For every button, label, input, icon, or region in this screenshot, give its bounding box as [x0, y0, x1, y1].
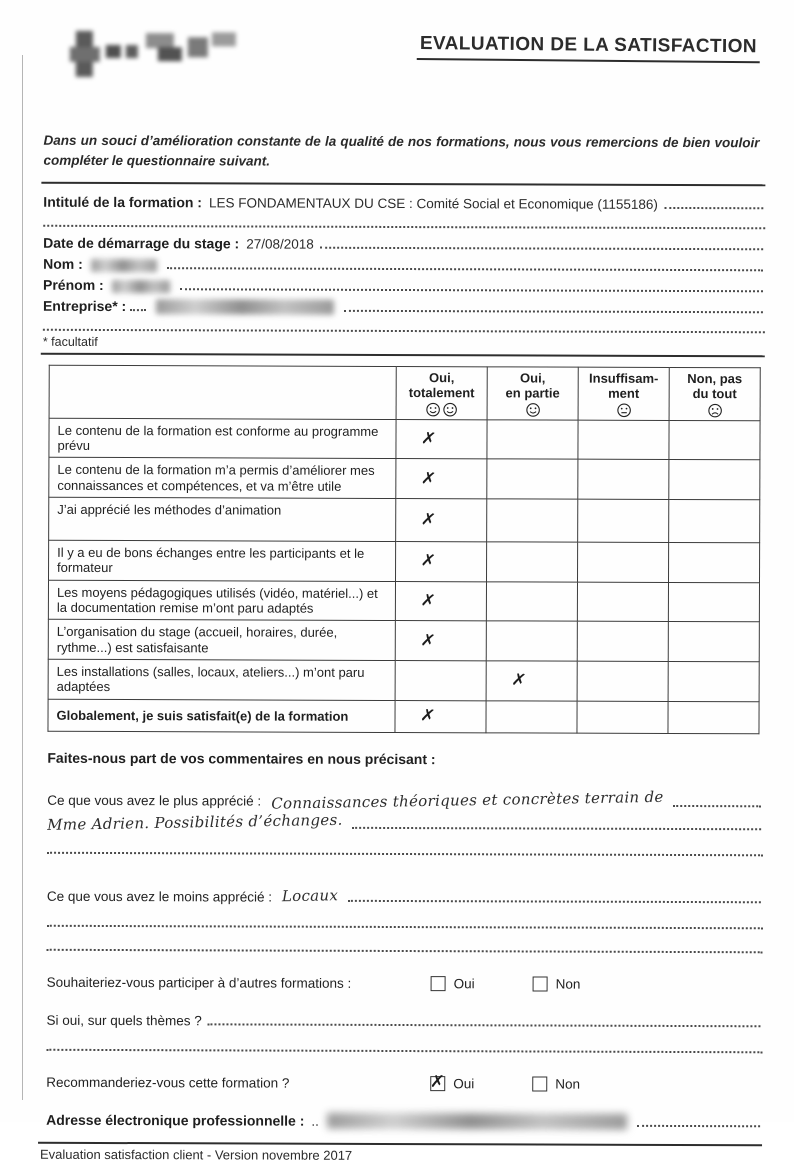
answer-cell — [487, 542, 578, 582]
themes-question-line — [46, 1008, 762, 1030]
email-line — [46, 1108, 762, 1130]
table-row — [48, 580, 759, 622]
dotted-line — [43, 211, 765, 230]
table-row — [49, 458, 760, 500]
participate-non-option — [533, 977, 581, 992]
checkbox-oui-checked — [429, 1071, 446, 1093]
question-text: Globalement, je suis satisfait(e) de la formation — [56, 707, 349, 724]
start-date-line — [43, 231, 765, 254]
company-label: Entreprise* : — [42, 297, 127, 315]
neutral-face-icon — [581, 402, 667, 417]
table-header-row — [49, 365, 760, 420]
participate-question-row — [47, 975, 763, 992]
name-label: Nom : — [43, 255, 83, 273]
answer-cell — [486, 621, 577, 661]
checkbox-non — [533, 977, 548, 992]
handwritten-x-mark: ✗ — [429, 1071, 446, 1093]
table-row — [48, 659, 759, 701]
question-text: Le contenu de la formation m’a permis d’améliorer mes connaissances et compétences, et va m’être utile — [57, 462, 375, 494]
handwritten-x-mark: ✗ — [419, 705, 437, 728]
answer-cell — [668, 543, 759, 583]
participate-oui-option — [431, 976, 475, 991]
handwritten-x-mark: ✗ — [419, 629, 437, 652]
handwritten-comment: Mme Adrien. Possibilités d’échanges. — [47, 810, 343, 834]
question-cell — [48, 659, 395, 700]
question-cell — [48, 699, 395, 733]
answer-cell — [487, 499, 578, 542]
answer-cell — [577, 542, 668, 582]
column-label: Oui, en partie — [505, 370, 560, 402]
dotted-leader — [320, 245, 763, 251]
frown-face-icon — [672, 403, 758, 418]
firstname-label: Prénom : — [43, 276, 104, 294]
question-cell — [48, 620, 395, 661]
answer-cell — [668, 622, 759, 662]
oui-label: Oui — [453, 1076, 475, 1092]
answer-cell — [577, 582, 668, 622]
answer-cell — [669, 460, 760, 500]
name-line — [43, 252, 765, 275]
answer-cell — [486, 661, 577, 701]
dotted-leader — [348, 898, 761, 903]
dotted-leader — [637, 1123, 760, 1127]
recommend-label: Recommanderiez-vous cette formation ? — [46, 1074, 290, 1091]
checkbox-non — [532, 1077, 547, 1092]
handwritten-x-mark: ✗ — [419, 550, 437, 573]
handwritten-comment: Connaissances théoriques et concrètes terrain de — [271, 787, 664, 813]
page-header — [42, 19, 766, 84]
answer-cell — [577, 622, 668, 662]
answer-cell — [395, 581, 486, 621]
redacted-email — [327, 1113, 627, 1130]
question-text: J’ai apprécié les méthodes d’animation — [57, 501, 282, 518]
email-label: Adresse électronique professionnelle : — [46, 1111, 305, 1129]
date-value: 27/08/2018 — [246, 236, 314, 252]
redacted-company — [156, 299, 334, 315]
dotted-leader — [673, 803, 761, 807]
answer-cell — [578, 420, 669, 460]
question-text: Les installations (salles, locaux, ateliers...) m’ont paru adaptées — [56, 663, 365, 695]
formation-label: Intitulé de la formation : — [43, 193, 203, 211]
dotted-leader — [180, 286, 763, 292]
answer-cell — [577, 701, 668, 734]
page-title: EVALUATION DE LA SATISFACTION — [417, 31, 760, 63]
answer-cell — [578, 499, 669, 542]
dotted-line — [47, 907, 763, 929]
dotted-leader — [664, 205, 763, 209]
question-cell — [49, 497, 396, 541]
column-header-oui-en-partie — [487, 367, 578, 420]
dotted-line — [43, 315, 765, 334]
intro-text: Dans un souci d’amélioration constante de la qualité de nos formations, nous vous remercions de bien vouloir compléter le questionnaire suivant. — [43, 132, 760, 169]
firstname-line — [43, 273, 765, 296]
formation-title-line — [43, 190, 765, 213]
email-prefix-dots: .. — [311, 1113, 319, 1129]
table-row — [48, 620, 759, 662]
answer-cell — [577, 661, 668, 701]
answer-cell — [668, 582, 759, 622]
checkbox-oui — [431, 976, 446, 991]
redacted-firstname — [112, 280, 170, 293]
column-header-non-pas-du-tout — [669, 368, 760, 421]
redacted-name — [91, 259, 157, 272]
answer-cell — [668, 701, 759, 734]
answer-cell — [669, 500, 760, 543]
company-logo — [42, 19, 242, 76]
recommend-non-option — [532, 1077, 580, 1092]
answer-cell — [395, 661, 486, 701]
dotted-leader — [167, 265, 763, 271]
handwritten-x-mark: ✗ — [419, 467, 438, 490]
handwritten-x-mark: ✗ — [419, 590, 437, 613]
dotted-leader — [208, 1021, 761, 1027]
handwritten-x-mark: ✗ — [419, 428, 438, 451]
question-cell — [49, 540, 396, 581]
most-appreciated-label: Ce que vous avez le plus apprécié : — [47, 792, 262, 809]
question-cell — [48, 580, 395, 621]
non-label: Non — [555, 1076, 581, 1092]
oui-label: Oui — [453, 976, 475, 992]
most-appreciated-line-2 — [47, 811, 763, 833]
table-row — [49, 418, 760, 460]
least-appreciated-line — [47, 884, 763, 906]
answer-cell — [396, 499, 487, 542]
answer-cell — [487, 459, 578, 499]
training-info-section — [41, 182, 766, 358]
answer-cell — [668, 662, 759, 702]
optional-note: * facultatif — [42, 334, 98, 350]
table-row-global — [48, 699, 759, 734]
question-cell — [49, 458, 396, 499]
answer-cell — [486, 701, 577, 734]
column-label: Non, pas du tout — [687, 371, 743, 402]
answer-cell — [395, 700, 486, 733]
least-appreciated-label: Ce que vous avez le moins apprécié : — [46, 888, 273, 905]
dotted-leader — [353, 825, 762, 830]
smiley-icon — [490, 402, 576, 417]
answer-cell — [487, 420, 578, 460]
answer-cell — [578, 460, 669, 500]
answer-cell — [669, 420, 760, 460]
recommend-question-row — [46, 1071, 762, 1093]
question-text: Il y a eu de bons échanges entre les participants et le formateur — [57, 544, 365, 576]
evaluation-table — [47, 365, 760, 734]
question-text: L’organisation du stage (accueil, horaires, durée, rythme...) est satisfaisante — [56, 624, 338, 656]
handwritten-x-mark: ✗ — [510, 669, 528, 692]
column-header-insuffisamment — [578, 367, 669, 420]
participate-label: Souhaiteriez-vous participer à d’autres formations : — [46, 974, 352, 991]
formation-value: LES FONDAMENTAUX DU CSE : Comité Social et Economique (1155186) — [208, 195, 658, 213]
column-label: Oui, totalement — [408, 370, 475, 401]
recommend-oui-option — [429, 1071, 475, 1093]
question-text: Les moyens pédagogiques utilisés (vidéo, matériel...) et la documentation remise m’ont paru adaptés — [56, 584, 378, 616]
themes-label: Si oui, sur quels thèmes ? — [46, 1012, 202, 1029]
question-cell — [49, 418, 396, 459]
dotted-leader — [344, 308, 763, 313]
footer-version: Evaluation satisfaction client - Version novembre 2017 — [38, 1142, 762, 1164]
table-row — [49, 497, 760, 542]
dotted-line — [47, 834, 763, 856]
question-text: Le contenu de la formation est conforme au programme prévu — [57, 422, 379, 454]
column-header-oui-totalement — [396, 367, 487, 420]
most-appreciated-line — [47, 787, 763, 813]
answer-cell — [396, 419, 487, 459]
handwritten-comment: Locaux — [281, 886, 339, 906]
answer-cell — [396, 542, 487, 582]
company-line — [43, 294, 765, 317]
dotted-leader — [130, 307, 146, 311]
table-row — [49, 540, 760, 582]
handwritten-x-mark: ✗ — [419, 509, 437, 532]
double-smiley-icon — [399, 402, 485, 417]
answer-cell — [395, 621, 486, 661]
column-label: Insuffisam- ment — [589, 370, 659, 402]
dotted-line — [47, 931, 763, 953]
non-label: Non — [555, 976, 581, 992]
answer-cell — [396, 459, 487, 499]
dotted-line — [46, 1031, 762, 1053]
empty-corner-cell — [49, 365, 396, 419]
answer-cell — [486, 582, 577, 622]
comments-heading: Faites-nous part de vos commentaires en nous précisant : — [47, 749, 436, 768]
date-label: Date de démarrage du stage : — [43, 234, 240, 252]
